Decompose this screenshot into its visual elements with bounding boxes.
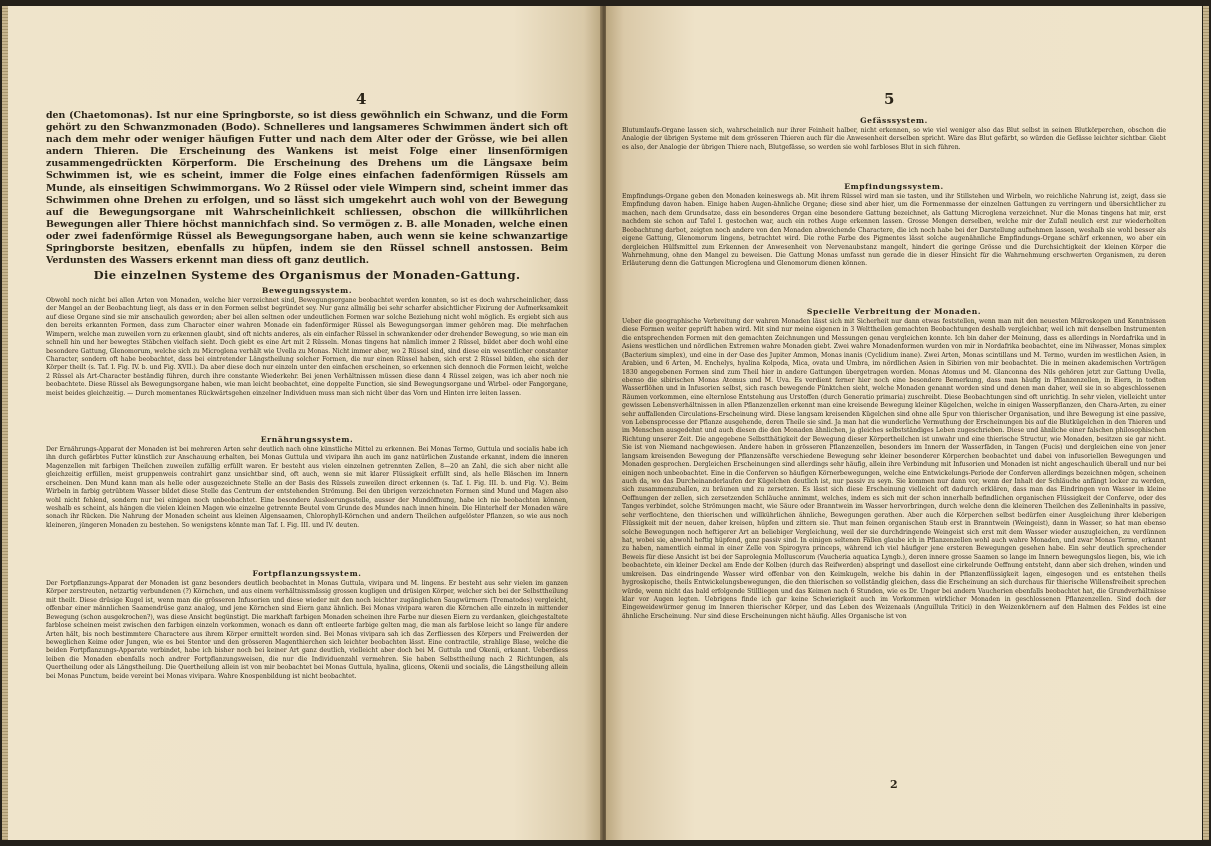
section-text-empfindung: Empfindungs-Organe geben den Monaden keineswegs ab. Mit ihrem Rüssel wird man sie tasten, und ihr Stillstehen und Wirbeln, wo reichliche Nahrung ist, zeigt, dass sie Empfindung davon haben. Einige haben Augen-ähnliche Organe; diese sind aber hier, um die Formenmasse der einzelnen Gattungen zu verringern und übersichtlicher zu machen, nach dem Grundsatze, dass ein besonderes Organ eine besondere Gattung bezeichnet, als Gattung Microglena verzeichnet. Nur die Monas tingens hat mir, erst nachdem sie schon auf Tafel I. gestochen war, auch ein rothes Auge erkennen lassen. Grosse Mengen derselben, welche mir der Zufall neulich erst zur wiederholten Beobachtung darbot, zeigten noch andere von den Monaden abweichende Charactere, die ich noch habe bei der Darstellung aufnehmen lassen, weshalb sie wohl besser als eigene Gattung, Glenomorum lingens, betrachtet wird. Die rothe Farbe des Pigmentes lässt solche augenähnliche Empfindungs-Organe schärf erkennen, wo aber ein dergleichen Hülfsmittel zum Erkennen der Anwesenheit von Nervenaubstanz mangelt, hindert die geringe Grösse und die Durchsichtigkeit der kleinen Körper die Wahrnehmung, ohne den Mangel zu beweisen. Die Gattung Monas umfasst nun gerade die in dieser Hinsicht für die Wahrnehmung erschwerten Organismen, zu deren Erläuterung denn die Gattungen Microglena und Glenomorum dienen können. [622,193,1166,268]
page-number: 4 [356,90,367,108]
signature-mark: 2 [890,778,898,791]
right-page [606,6,1202,840]
section-text-gefaess: Blutumlaufs-Organe lassen sich, wahrscheinlich nur ihrer Feinheit halber, nicht erkennen, so wie viel weniger also das Blut selbst in seinen Blutkörperchen, obschon die Analogie der übrigen Systeme mit dem grösseren Thieren auch für die Anwesenheit derselben spricht. Wäre das Blut gefärbt, so würden die Gefässe leichter sichtbar. Giebt es also, der Analogie der übrigen Thiere nach, Blutgefässe, so werden sie wohl farbloses Blut in sich führen. [622,127,1166,151]
chapter-heading: Die einzelnen Systeme des Organismus der Monaden-Gattung. [93,268,521,282]
page-number: 5 [884,90,895,108]
section-text-fortpflanzung: Der Fortpflanzungs-Apparat der Monaden ist ganz besonders deutlich beobachtet in Monas Guttula, vivipara und M. lingens. Er besteht aus sehr vielen im ganzen Körper zerstreuten, netzartig verbundenen (?) Körnchen, und aus einem verhältnissmässig grossen kugligen und drüsigen Körper, welcher sich bei der Selbsttheilung mit theilt. Diese drüsige Kugel ist, wenn man die grösseren Infusorien und diese wieder mit den noch leichter zugänglichen Saugwürmern (Trematodes) vergleicht, offenbar einer männlichen Saamendrüse ganz analog, und jene Körnchen sind Eiern ganz ähnlich. Bei Monas vivipara waren die Körnchen alle einzeln in mittender Bewegung (schon ausgekrochen?), was diese Ansicht begünstigt. Die markhaft farbigen Monaden scheinen ihre Farbe nur diesen Eiern zu verdanken, gleichgestaltete farblose scheinen meist zwischen den farbigen einzeln vorkommen, wonach es dann oft entleerte farbige gelten mag, die man als farblose leicht so lange für andere Arten hält, bis noch bestimmtere Charactere aus ihrem Körper ermittelt worden sind. Bei Monas vivipara sah ich das Zerfliessen des Körpers und Freiwerden der beweglichen Keime oder Jungen, wie es bei Stentor und den grösseren Magenthierchen sich leichter beobachten lässt. Eine contractile, strahlige Blase, welche die beiden Fortpflanzungs-Apparate verbindet, habe ich bisher noch bei keiner Art ganz deutlich, vielleicht aber doch bei M. Guttula und Okenii, erkannt. Ueberdiess leiben die Monaden ebenfalls noch andrer Fortpflanzungsweisen, die nur die Individuenzahl vermehren. Sie haben Selbsttheilung nach 2 Richtungen, als Quertheilung oder als Längstheilung. Die Quertheilung allein ist von mir beobachtet bei Monas Guttula, hyalina, glicens, Okenii und socialis, die Längstheilung allein bei Monas Punctum, beide vereint bei Monas vivipara. Wahre Knospenbildung ist nicht beobachtet. [46,580,568,680]
section-text-bewegung: Obwohl noch nicht bei allen Arten von Monaden, welche hier verzeichnet sind, Bewegungsorgane beobachtet werden konnten, so ist es doch wahrscheinlicher, dass der Mangel an der Beobachtung liegt, als dass er in den Formen selbst begründet sey. Nur ganz allmälig bei sehr scharfer absichtlicher Fixirung der Aufmerksamkeit auf diese Organe sind sie mir anschaulich geworden; aber bei allen seltnen oder undeutlichen Formen war solche Beziehung nicht wohl möglich. Es ergiebt sich aus den bereits erkannten Formen, dass zum Character einer wahren Monade ein fadenförmiger Rüssel als Bewegungsorgan immer gehören mag. Die mehrfachen Wimpern, welche man zuweilen vorn zu erkennen glaubt, sind oft nichts anderes, als ein einfacher Rüssel in schwankender oder drehender Bewegung, so wie man ein schnell hin und her bewegtes Stäbchen vielfach sieht. Doch giebt es eine Art mit 2 Rüsseln. Monas tingens hat nämlich immer 2 Rüssel, bildet aber doch wohl eine besondere Gattung, Glenomorum, welche sich zu Microglena verhält wie Uvella zu Monas. Nicht immer aber, wo 2 Rüssel sind, sind diese ein wesentlicher constanter Character, sondern oft habe beobachtet, dass bei eintretender Längstheilung solcher Formen, die nur einen Rüssel haben, sich erst 2 Rüssel bilden, ehe sich der Körper theilt (s. Taf. I. Fig. IV. b. und Fig. XVII.). Da aber diese doch nur einzeln unter den einfachen erscheinen, so erkennen sich dennoch die Formen leicht, welche 2 Rüssel als Art-Character beständig führen, durch ihre constante Wiederkehr. Bei jenen Verhältnissen müssen diese dann 4 Rüssel zeigen, was ich aber noch nie beobachtete. Diese Rüssel als Bewegungsorgane haben, wie man leicht beobachtet, eine doppelte Function, sie sind Bewegungsorgane und Wirbel- oder Fangorgane, meist beides gleichzeitig. — Durch momentanes Rückwärtsgehen einzelner Individuen muss man sich nicht über das Vorn und Hinten irre leiten lassen. [46,297,568,397]
section-text-ernaehrung: Der Ernährungs-Apparat der Monaden ist bei mehreren Arten sehr deutlich nach ohne künstliche Mittel zu erkennen. Bei Monas Termo, Guttula und socialis habe ich ihn durch gefärbtes Futter künstlich zur Anschauung erhalten, bei Monas Guttula und vivipara ihn auch im ganz natürlichen Zustande erkannt, indem die inneren Magenzellen mit farbigen Theilchen zuweilen zufällig erfüllt waren. Er besteht aus vielen einzelnen getrennten Zellen, 8—20 an Zahl, die sich aber nicht alle gleichzeitig erfüllen, meist gruppenweis contrahirt ganz unsichtbar sind, oft auch, wenn sie mit klarer Flüssigkeit erfüllt sind, als helle Bläschen im Innern erscheinen. Den Mund kann man als helle oder ausgezeichnete Stelle an der Basis des Rüssels zuweilen direct erkennen (s. Taf. I. Fig. III. b. und Fig. V.). Beim Wirbeln in farbig getrübtem Wasser bildet diese Stelle das Centrum der entstehenden Strömung. Bei den übrigen verzeichneten Formen sind Mund und Magen also wohl nicht fehlend, sondern nur bei einigen noch unbeobachtet. Eine besondere Ausleerungsstelle, ausser der Mundöffnung, habe ich nie beobachten können, weshalb es scheint, als hängen die vielen kleinen Magen wie einzelne getrennte Beutel vom Grunde des Mundes nach innen hinein. Die Hinterhelf der Monaden wäre sonach ihr Rücken. Die Nahrung der Monaden scheint aus kleinen Algensaamen, Chlorophyll-Körnchen und andern Theilchen aufgelöster Pflanzen, so wie aus noch kleineren, jüngeren Monaden zu bestehen. So wenigstens könnte man Taf. I. Fig. III. und IV. deuten. [46,446,568,529]
section-heading-empfindung: Empfindungssystem. [844,182,944,191]
left-page [8,6,602,840]
section-heading-verbreitung: Specielle Verbreitung der Monaden. [806,307,982,316]
section-heading-ernaehrung: Ernährungssystem. [260,435,354,444]
section-heading-fortpflanzung: Fortpflanzungssystem. [252,569,362,578]
section-heading-gefaess: Gefässsystem. [860,116,928,125]
right-page-edges [1203,6,1209,840]
lead-paragraph: den (Chaetomonas). Ist nur eine Springborste, so ist diess gewöhnlich ein Schwanz, und die Form gehört zu den Schwanzmonaden (Bodo). Schnelleres und langsameres Schwimmen ändert sich oft nach dem mehr oder weniger häufigen Futter und nach dem Alter oder der Grösse, wie bei allen andern Thieren. Die Erscheinung des Wankens ist meist Folge einer linsenförmigen zusammengedrückten Körperform. Die Erscheinung des Drehens um die Längsaxe beim Schwimmen ist, wie es scheint, immer die Folge eines einfachen fadenförmigen Rüssels am Munde, als einseitigen Schwimmorgans. Wo 2 Rüssel oder viele Wimpern sind, scheint immer das Schwimmen ohne Drehen zu erfolgen, und so lässt sich umgekehrt auch wohl von der Bewegung auf die Bewegungsorgane mit Wahrscheinlichkeit schliessen, obschon die willkührlichen Bewegungen aller Thiere höchst mannichfach sind. So vermögen z. B. alle Monaden, welche einen oder zwei fadenförmige Rüssel als Bewegungsorgane haben, auch wenn sie keine schwanzartige Springborste besitzen, ebenfalls zu hüpfen, indem sie den Rüssel schnell anstossen. Beim Verdunsten des Wassers erkennt man diess oft ganz deutlich. [46,110,568,267]
section-heading-bewegung: Bewegungssystem. [261,286,353,295]
section-text-verbreitung: Ueber die geographische Verbreitung der wahren Monaden lässt sich mit Sicherheit nur dann etwas feststellen, wenn man mit den neuesten Mikroskopen und Kenntnissen diese Formen weiter geprüft haben wird. Mit sind nur meine eigenen in 3 Welttheilen gemachten Beobachtungen deshalb vergleichbar, weil ich mit denselben Instrumenten die entsprechenden Formen mit den gemachten Zeichnungen und Messungen genau vergleichen konnte. Ich bin daher der Meinung, dass es allerdings in Nordafrika und in Asiens westlichen und nördlichen Extremen wahre Monaden giebt. Zwei wahre Monadenformen wurden von mir in Nordafrika beobachtet, eine im Nilwasser, Monas simplex (Bacterium simplex), und eine in der Oase des Jupiter Ammon, Monas inanis (Cyclidium inane). Zwei Arten, Monas scintillans und M. Termo, wurden im westlichen Asien, in Arabien, und 6 Arten, M. Enchelys, hyalina Kolpoda, Mica, ovata und Umbra, im nördlichen Asien in Sibirien von mir beobachtet. Die in meinen akademischen Vorträgen 1830 angegebenen Formen sind zum Theil hier in andere Gattungen übergetragen worden. Monas Atomus und M. Glanconna des Nils gehören jetzt zur Gattung Uvella, ebenso die sibirischen Monas Atomus und M. Uva. Es verdient ferner hier noch eine besondere Bemerkung, dass man häufig in Pflanzenzellen, in Eiern, in todten Wasserflöhen und in Infusorien selbst, sich rasch bewegende Pünktchen sieht, welche Monaden genannt worden sind und denen man daher, weil sie in so abgeschlossenen Räumen vorkommen, eine elternlose Entstehung aus Urstoffen (durch Generatio primaria) zuschreibt. Diese Beobachtungen sind oft unrichtig. In sehr vielen, vielleicht unter gewissen Lebensverhältnissen in allen Pflanzenzellen erkennt man eine kreisende Bewegung kleiner Kügelchen, welche in einigen Wasserpflanzen, den Chara-Arten, zu einer sehr auffallenden Circulations-Erscheinung wird. Diese langsam kreisenden Kügelchen sind ohne alle Spur von thierischer Organisation, und ihre Bewegung ist eine passive, von Lebensprocesse der Pflanze ausgehende, deren Theile sie sind. Ja man hat die wunderliche Vermuthung der Erscheinungen bis auf die Blutkügelchen in den Thieren und im Menschen ausgedehnt und auch diesen die den Monaden ähnlichen, ja gleiches selbstständiges Leben zugeschrieben. Diese und ähnliche einer falschen philosophischen Richtung unserer Zeit. Die angegebene Selbstthätigkeit der Bewegung dieser Körpertheilchen ist unwahr und eine thierische Structur, wie Monaden, besitzen sie gar nicht. Sie ist von Niemand nachgewiesen. Andere haben in grösseren Pflanzenzellen, besonders im Innern der Wasserfäden, in Tangen (Fucis) und dergleichen eine von jener langsam kreisenden Bewegung der Pflanzensäfte verschiedene Bewegung sehr kleiner besonderer Körperchen beobachtet und dabei von infusoriellen Bewegungen und Monaden gesprochen. Dergleichen Erscheinungen sind allerdings sehr häufig, allein ihre Verbindung mit Infusorien und Monaden ist nicht angeschaulich überall und nur bei einigen noch unbeobachtet. Eine in die Conferven so häufigen Körnerbewegungen, welche eine Entwickelungs-Periode der Conferven allerdings bezeichnen mögen, scheinen auch da, wo das Durcheinanderlaufen der Kügelchen deutlich ist, nur passiv zu seyn. Sie kommen nur dann vor, wenn der Inhalt der Schläuche anfängt locker zu werden, sich zusammenzuballen, zu bräunen und zu zersetzen. Es lässt sich diese Erscheinung vielleicht oft dadurch erklären, dass man das Eindringen von Wasser in kleine Oeffnungen der zellen, sich zersetzenden Schläuche annimmt, welches, indem es sich mit der schon innerhalb befindlichen organischen Flüssigkeit der Conferve, oder des Tanges verbindet, solche Strömungen macht, wie Säure oder Branntwein im Wasser hervorbringen, durch welche denn die kleineren Theilchen des Zelleninhalts in passive, sehr verflochtene, den thierischen und willkührlichen ähnliche, Bewegungen gerathen. Aber auch die Körperchen selbst bedürfen einer Ausgleichung ihrer kleberigen Flüssigkeit mit der neuen, daher kreisen, hüpfen und zittern sie. Thut man feinen organischen Staub erst in Branntwein (Weingeist), dann in Wasser, so hat man ebenso solche Bewegungen noch heftigerer Art an beliebiger Vergleichung, weil der sie durchdringende Weingeist sich erst mit dem Wasser wieder auszugleichen, zu verdünnen hat, wobei sie, abwohl heftig hüpfend, ganz passiv sind. In einigen seltenen Fällen glaube ich in Pflanzenzellen wohl auch wahre Monaden, und zwar Monas Termo, erkannt zu haben, namentlich einmal in einer Zelle von Spirogyra princeps, während ich viel häufiger jene ersteren Bewegungen gesehen habe. Ein sehr deutlich sprechender Beweis für diese Ansicht ist bei der Saprolegnia Molluscorum (Vaucheria aquatica Lyngb.), deren innere grosse Saamen so lange im Innern bewegungslos liegen, bis, wie ich beobachtete, ein kleiner Deckel am Ende der Kolben (durch das Reifwerden) abspringt und dasellost eine cirkelrunde Oeffnung entsteht, dann aber sich drehen, winden und umkreisen. Das eindringende Wasser wird offenbar von den Keimkugeln, welche bis dahin in der Pflanzenflüssigkeit lagen, eingesogen und es entstehen theils hygroskopische, theils Entwickelungsbewegungen, die den thierischen so vollständig gleichen, dass die Erscheinung an sich durchaus für thierische Willensfreiheit sprechen würde, wenn nicht das bald erfolgende Stillliegen und das Keimen nach 6 Stunden, wie es Dr. Unger bei andern Vaucherien ebenfalls beobachtet hat, die Grundverhältnisse klar vor Augen legten. Uebrigens finde ich gar keine Schwierigkeit auch im Vorkommen wirklicher Monaden in geschlossenen Pflanzenzellen. Sind doch der Eingeweidewürmer genug im Inneren thierischer Körper, und das Leben des Weizenaals (Anguillula Tritici) in den Weizenkörnern auf den Halmen des Feldes ist eine ähnliche Erscheinung. Nur sind diese Erscheinungen nicht häufig. Alles Organische ist von [622,318,1166,620]
